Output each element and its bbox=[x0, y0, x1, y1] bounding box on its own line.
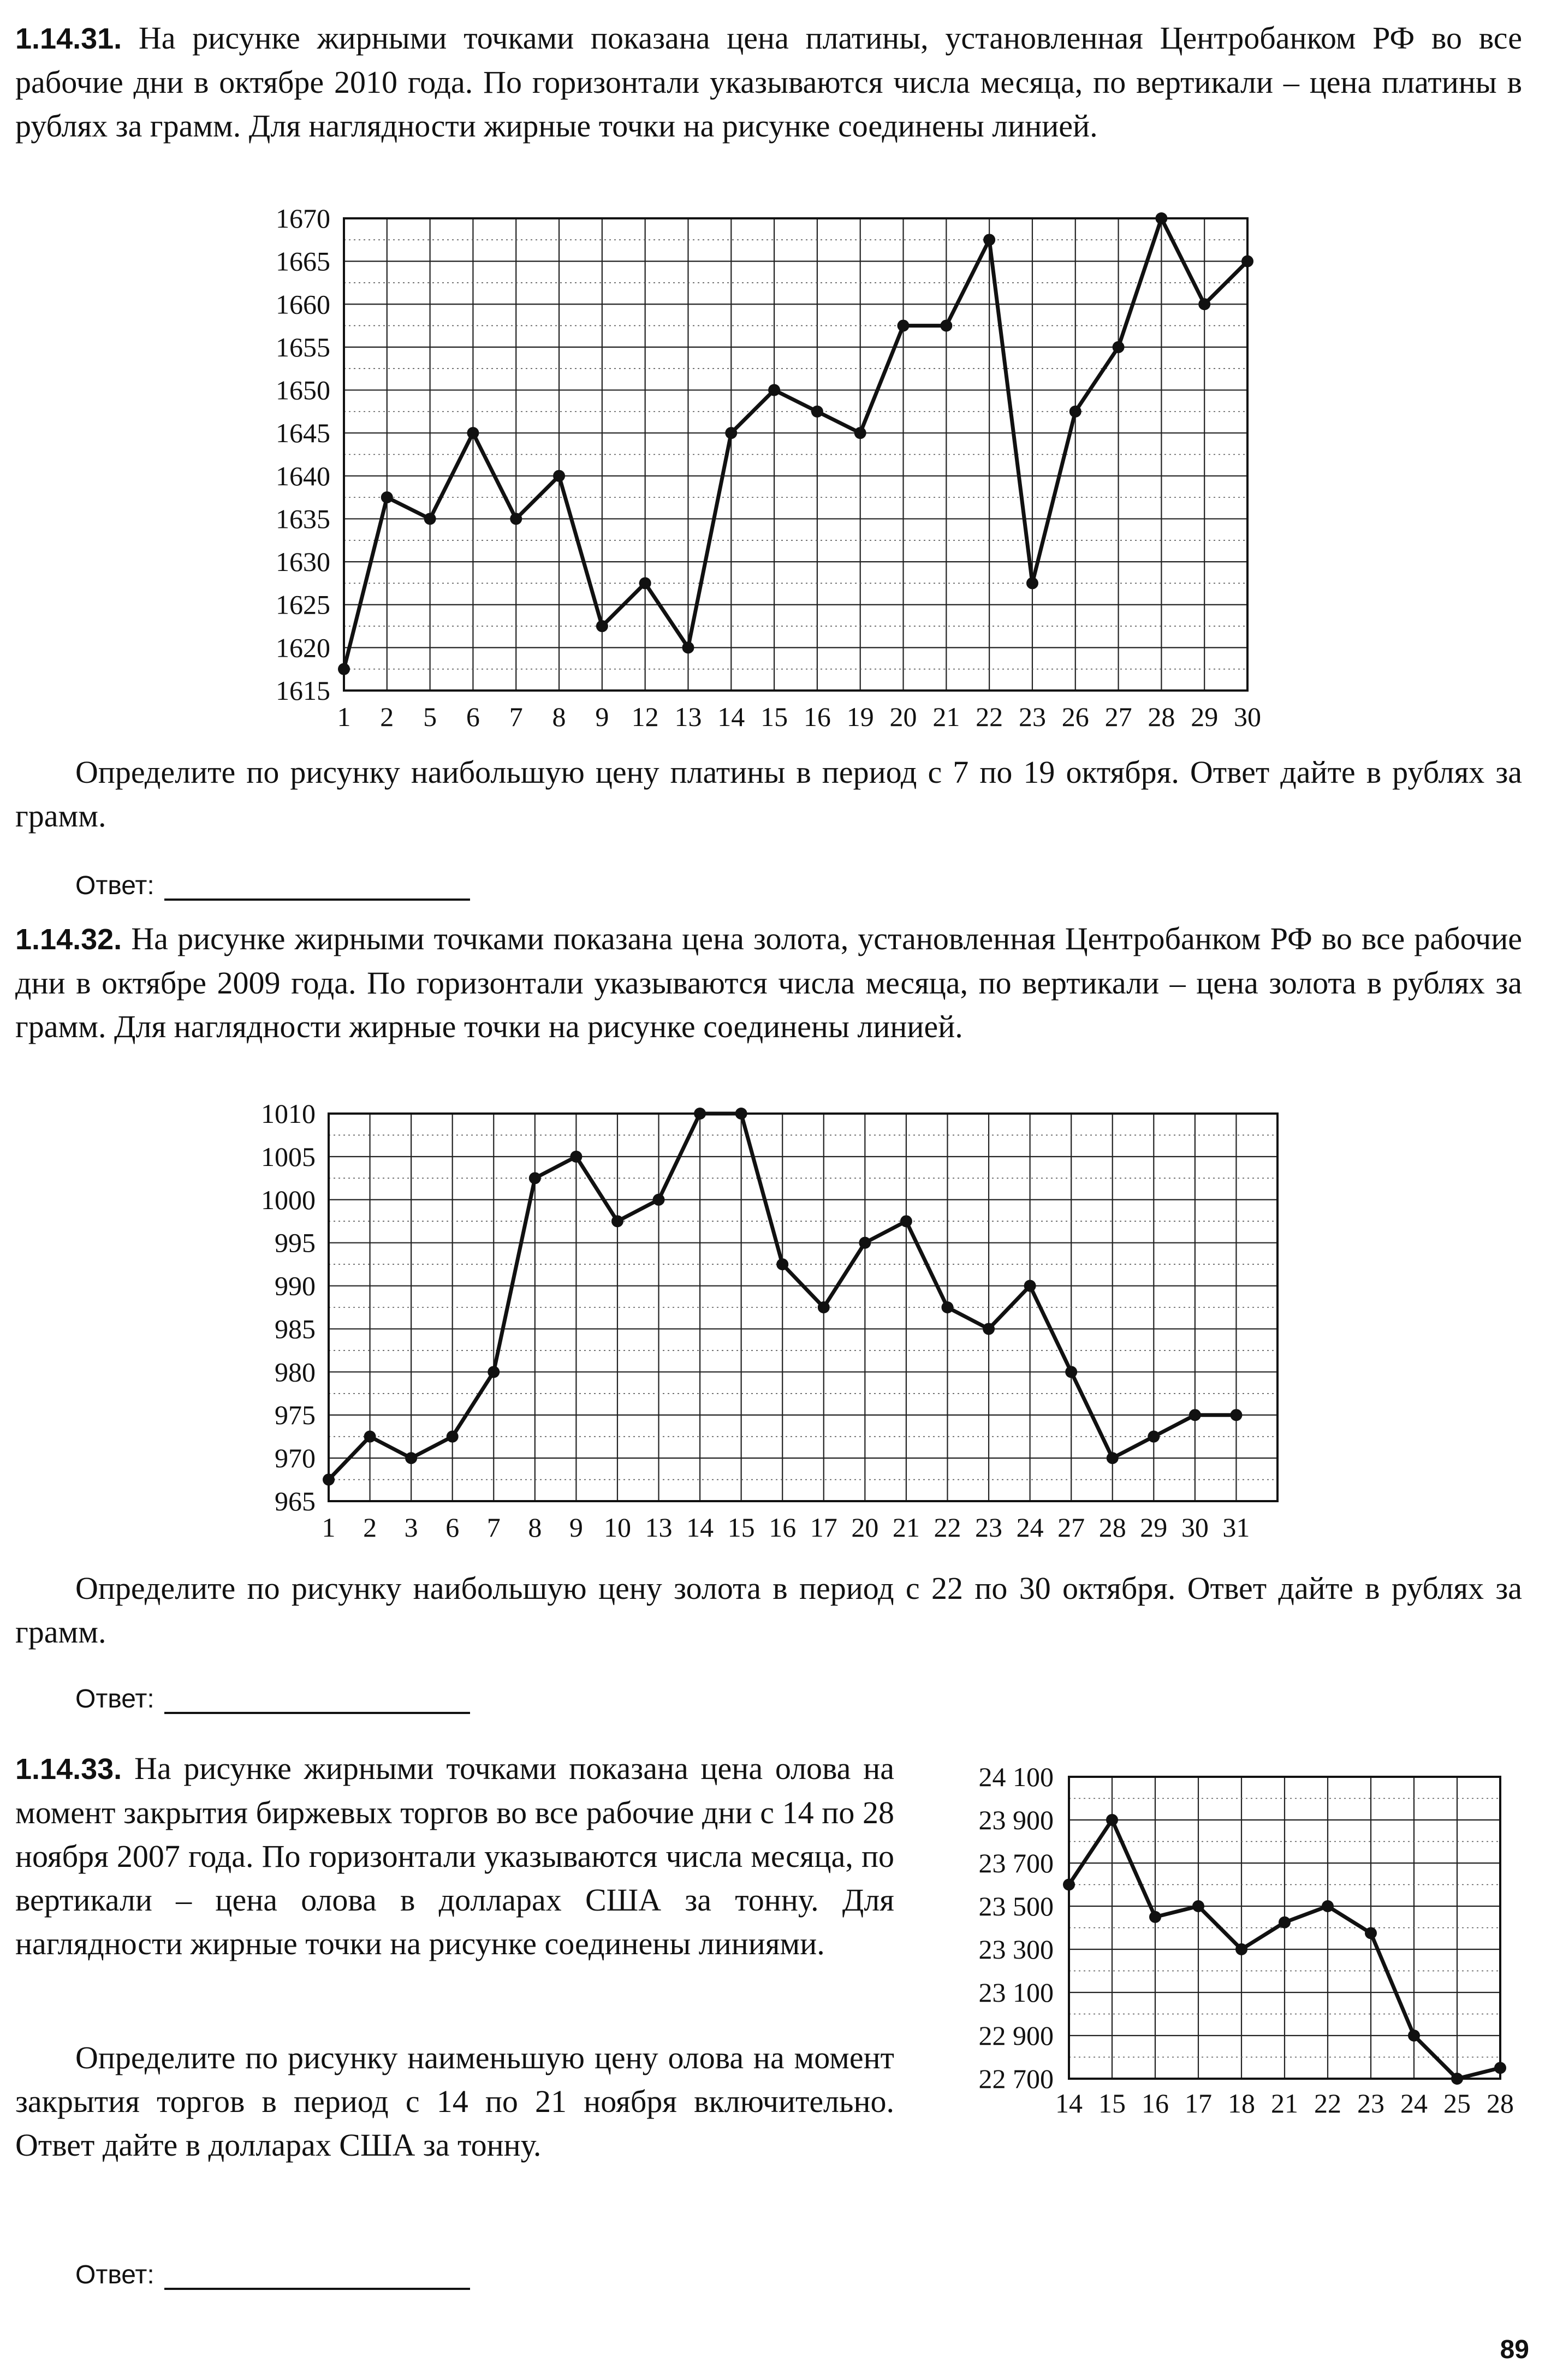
data-point bbox=[510, 513, 522, 525]
y-tick-label: 22 900 bbox=[978, 2020, 1054, 2051]
x-tick-label: 7 bbox=[486, 1512, 501, 1543]
x-tick-label: 17 bbox=[810, 1512, 837, 1543]
data-point bbox=[1069, 406, 1081, 418]
y-tick-label: 1635 bbox=[276, 503, 330, 534]
x-tick-label: 8 bbox=[528, 1512, 542, 1543]
data-point bbox=[1107, 1452, 1119, 1464]
x-tick-label: 24 bbox=[1016, 1512, 1044, 1543]
y-tick-label: 22 700 bbox=[978, 2063, 1054, 2094]
x-tick-label: 17 bbox=[1185, 2088, 1212, 2119]
x-tick-label: 16 bbox=[1142, 2088, 1169, 2119]
data-point bbox=[570, 1151, 582, 1163]
y-tick-label: 1660 bbox=[276, 289, 330, 320]
x-tick-label: 3 bbox=[404, 1512, 418, 1543]
data-point bbox=[725, 427, 737, 439]
data-point bbox=[694, 1108, 706, 1120]
problem-2-question-text: Определите по рисунку наибольшую цену золота в период с 22 по 30 октября. Ответ дайте в рублях за грамм. bbox=[15, 1570, 1522, 1650]
data-point bbox=[983, 234, 995, 246]
x-tick-label: 9 bbox=[595, 701, 609, 732]
x-tick-label: 10 bbox=[603, 1512, 631, 1543]
data-point bbox=[1106, 1814, 1118, 1826]
y-tick-label: 1005 bbox=[261, 1141, 316, 1172]
problem-3-statement: На рисунке жирными точками показана цена олова на момент закрытия биржевых торгов во все рабочие дни с 14 по 28 ноября 2007 года. По горизонтали указываются числа месяца, по вертикали – цена олова в долларах США за тонну. Для наглядности жирные точки на рисунке соединены линиями. bbox=[15, 1751, 894, 1961]
data-point bbox=[1148, 1431, 1160, 1443]
x-tick-label: 6 bbox=[445, 1512, 460, 1543]
data-point bbox=[364, 1431, 376, 1443]
y-tick-label: 1640 bbox=[276, 460, 330, 491]
y-tick-label: 975 bbox=[275, 1400, 316, 1431]
data-point bbox=[818, 1301, 830, 1313]
data-point bbox=[405, 1452, 417, 1464]
x-tick-label: 14 bbox=[717, 701, 745, 732]
x-tick-label: 22 bbox=[1314, 2088, 1341, 2119]
problem-2-number: 1.14.32. bbox=[15, 923, 122, 956]
y-tick-label: 965 bbox=[275, 1486, 316, 1516]
y-tick-label: 24 100 bbox=[978, 1762, 1054, 1792]
page-number: 89 bbox=[1500, 2335, 1529, 2364]
data-point bbox=[1451, 2073, 1463, 2085]
data-point bbox=[1235, 1943, 1247, 1955]
data-point bbox=[859, 1237, 871, 1249]
x-tick-label: 16 bbox=[769, 1512, 797, 1543]
data-point bbox=[467, 427, 479, 439]
data-point bbox=[1063, 1879, 1075, 1891]
data-point bbox=[682, 641, 694, 653]
y-tick-label: 995 bbox=[275, 1227, 316, 1258]
data-point bbox=[1230, 1409, 1242, 1421]
x-tick-label: 20 bbox=[851, 1512, 879, 1543]
y-tick-label: 1625 bbox=[276, 589, 330, 620]
data-point bbox=[1365, 1927, 1377, 1939]
x-tick-label: 15 bbox=[760, 701, 788, 732]
x-tick-label: 29 bbox=[1191, 701, 1219, 732]
x-tick-label: 23 bbox=[975, 1512, 1003, 1543]
data-point bbox=[735, 1108, 747, 1120]
x-tick-label: 21 bbox=[1271, 2088, 1298, 2119]
y-tick-label: 980 bbox=[275, 1356, 316, 1388]
y-tick-label: 990 bbox=[275, 1270, 316, 1301]
y-tick-label: 1655 bbox=[276, 331, 330, 362]
data-point bbox=[1149, 1911, 1161, 1923]
x-tick-label: 30 bbox=[1181, 1512, 1209, 1543]
data-point bbox=[1408, 2030, 1420, 2042]
y-tick-label: 1645 bbox=[276, 418, 330, 449]
data-point bbox=[553, 470, 565, 482]
data-point bbox=[653, 1194, 665, 1206]
data-point bbox=[811, 406, 823, 418]
data-point bbox=[1155, 212, 1167, 224]
data-point bbox=[529, 1172, 541, 1184]
x-tick-label: 5 bbox=[423, 701, 437, 732]
x-tick-label: 13 bbox=[645, 1512, 673, 1543]
y-tick-label: 985 bbox=[275, 1313, 316, 1344]
x-tick-label: 18 bbox=[1228, 2088, 1255, 2119]
data-point bbox=[639, 577, 651, 589]
y-tick-label: 23 300 bbox=[978, 1934, 1054, 1965]
answer-label-1: Ответ: bbox=[75, 871, 154, 900]
problem-2-statement: На рисунке жирными точками показана цена золота, установленная Центробанком РФ во все рабочие дни в октябре 2009 года. По горизонтали указываются числа месяца, по вертикали – цена золота в рублях за грамм. Для наглядности жирные точки на рисунке соединены линией. bbox=[15, 921, 1523, 1044]
x-tick-label: 7 bbox=[509, 701, 523, 732]
problem-3-question-text: Определите по рисунку наименьшую цену олова на момент закрытия торгов в период с 14 по 21 ноября включительно. Ответ дайте в долларах США за тонну. bbox=[15, 2040, 894, 2163]
y-tick-label: 1615 bbox=[276, 675, 330, 706]
data-point bbox=[940, 320, 952, 332]
y-tick-label: 1010 bbox=[261, 1098, 316, 1129]
x-tick-label: 12 bbox=[631, 701, 659, 732]
x-tick-label: 22 bbox=[976, 701, 1003, 732]
answer-label-2: Ответ: bbox=[75, 1685, 154, 1713]
x-tick-label: 14 bbox=[686, 1512, 714, 1543]
data-point bbox=[488, 1366, 500, 1378]
data-point bbox=[983, 1323, 995, 1335]
data-point bbox=[1494, 2062, 1506, 2074]
data-point bbox=[1065, 1366, 1077, 1378]
y-tick-label: 23 700 bbox=[978, 1848, 1054, 1878]
data-point bbox=[1024, 1280, 1036, 1292]
data-point bbox=[1198, 298, 1210, 310]
y-tick-label: 970 bbox=[275, 1443, 316, 1474]
data-point bbox=[338, 663, 350, 675]
y-tick-label: 1630 bbox=[276, 546, 330, 578]
x-tick-label: 2 bbox=[380, 701, 394, 732]
x-tick-label: 2 bbox=[363, 1512, 377, 1543]
chart-3 bbox=[979, 1762, 1514, 2119]
x-tick-label: 28 bbox=[1487, 2088, 1514, 2119]
x-tick-label: 8 bbox=[552, 701, 566, 732]
x-tick-label: 23 bbox=[1018, 701, 1046, 732]
data-point bbox=[768, 384, 780, 396]
x-tick-label: 23 bbox=[1357, 2088, 1384, 2119]
y-tick-label: 23 100 bbox=[978, 1977, 1054, 2008]
x-tick-label: 1 bbox=[322, 1512, 336, 1543]
data-point bbox=[1192, 1900, 1204, 1912]
x-tick-label: 21 bbox=[932, 701, 960, 732]
x-tick-label: 9 bbox=[569, 1512, 583, 1543]
x-tick-label: 21 bbox=[892, 1512, 920, 1543]
chart-1 bbox=[276, 203, 1261, 732]
x-tick-label: 31 bbox=[1222, 1512, 1250, 1543]
data-point bbox=[323, 1474, 335, 1486]
x-tick-label: 27 bbox=[1057, 1512, 1085, 1543]
x-tick-label: 29 bbox=[1140, 1512, 1168, 1543]
answer-label-3: Ответ: bbox=[75, 2260, 154, 2289]
y-tick-label: 23 900 bbox=[978, 1805, 1054, 1835]
x-tick-label: 22 bbox=[934, 1512, 961, 1543]
x-tick-label: 14 bbox=[1055, 2088, 1083, 2119]
data-point bbox=[596, 620, 608, 632]
data-point bbox=[854, 427, 866, 439]
y-tick-label: 1665 bbox=[276, 246, 330, 277]
x-tick-label: 25 bbox=[1443, 2088, 1471, 2119]
x-tick-label: 16 bbox=[803, 701, 831, 732]
data-point bbox=[898, 320, 910, 332]
data-point bbox=[1241, 255, 1253, 267]
problem-1-question-text: Определите по рисунку наибольшую цену платины в период с 7 по 19 октября. Ответ дайте в рублях за грамм. bbox=[15, 754, 1522, 834]
problem-3-number: 1.14.33. bbox=[15, 1753, 122, 1786]
x-tick-label: 27 bbox=[1104, 701, 1132, 732]
y-tick-label: 23 500 bbox=[978, 1891, 1054, 1921]
data-point bbox=[900, 1215, 912, 1227]
x-tick-label: 15 bbox=[727, 1512, 755, 1543]
x-tick-label: 13 bbox=[674, 701, 702, 732]
x-tick-label: 1 bbox=[337, 701, 351, 732]
x-tick-label: 15 bbox=[1098, 2088, 1126, 2119]
x-tick-label: 19 bbox=[846, 701, 874, 732]
y-tick-label: 1650 bbox=[276, 374, 330, 406]
y-tick-label: 1670 bbox=[276, 203, 330, 234]
x-tick-label: 28 bbox=[1098, 1512, 1126, 1543]
data-point bbox=[1279, 1917, 1291, 1929]
x-tick-label: 6 bbox=[466, 701, 480, 732]
problem-1-statement: На рисунке жирными точками показана цена платины, установленная Центробанком РФ во все рабочие дни в октябре 2010 года. По горизонтали указываются числа месяца, по вертикали – цена платины в рублях за грамм. Для наглядности жирные точки на рисунке соединены линией. bbox=[15, 20, 1522, 144]
data-point bbox=[1189, 1409, 1201, 1421]
data-point bbox=[941, 1301, 953, 1313]
y-tick-label: 1000 bbox=[261, 1184, 316, 1215]
y-tick-label: 1620 bbox=[276, 632, 330, 663]
data-point bbox=[1322, 1900, 1334, 1912]
x-tick-label: 20 bbox=[889, 701, 917, 732]
data-point bbox=[1113, 341, 1125, 353]
x-tick-label: 28 bbox=[1148, 701, 1175, 732]
data-point bbox=[611, 1215, 623, 1227]
x-tick-label: 24 bbox=[1400, 2088, 1428, 2119]
data-point bbox=[1026, 577, 1038, 589]
problem-1-number: 1.14.31. bbox=[15, 22, 122, 55]
data-point bbox=[381, 491, 393, 503]
series-line bbox=[344, 218, 1247, 669]
data-point bbox=[776, 1258, 788, 1270]
chart-2 bbox=[261, 1098, 1277, 1543]
data-point bbox=[424, 513, 436, 525]
x-tick-label: 26 bbox=[1061, 701, 1089, 732]
x-tick-label: 30 bbox=[1234, 701, 1261, 732]
data-point bbox=[447, 1431, 459, 1443]
